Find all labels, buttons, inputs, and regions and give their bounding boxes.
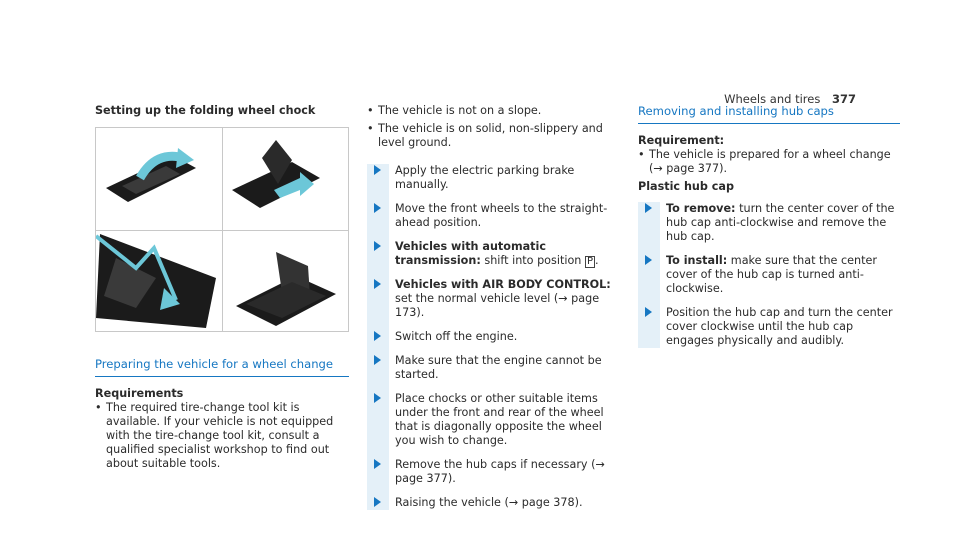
step-item — [367, 240, 623, 268]
step-arrow-icon — [374, 355, 381, 365]
prep-section — [95, 357, 349, 475]
step-text: Make sure that the engine cannot be started. — [395, 354, 602, 381]
section-heading-prep: Preparing the vehicle for a wheel change — [95, 357, 349, 377]
step-item — [367, 496, 623, 510]
condition-item: • The vehicle is on solid, non-slippery and level ground. — [367, 122, 623, 150]
step-item — [367, 458, 623, 486]
step-arrow-icon — [645, 255, 652, 265]
step-text: make sure that the center cover of the hub cap is turned anti-clockwise. — [666, 254, 877, 295]
step-text: set the normal vehicle level (→ page 173). — [395, 292, 600, 319]
wheel-chock-figure — [95, 127, 349, 332]
step-item — [638, 202, 900, 244]
conditions-list — [367, 104, 623, 150]
column-1 — [95, 104, 349, 118]
hubcap-requirements — [638, 148, 900, 176]
step-text: Switch off the engine. — [395, 330, 518, 343]
wheel-chock-illustration — [96, 128, 350, 333]
step-arrow-icon — [374, 165, 381, 175]
gear-p-symbol: P — [586, 256, 593, 267]
section-heading-hubcaps: Removing and installing hub caps — [638, 104, 900, 124]
header-section: Wheels and tires — [724, 92, 821, 106]
step-text: Position the hub cap and turn the center cover clockwise until the hub cap engages physically and audibly. — [666, 306, 893, 347]
requirement-item: • The vehicle is prepared for a wheel change (→ page 377). — [638, 148, 900, 176]
step-text: Remove the hub caps if necessary (→ page 377). — [395, 458, 605, 485]
step-item — [367, 278, 623, 320]
figure-title: Setting up the folding wheel chock — [95, 104, 316, 117]
step-text: Place chocks or other suitable items under the front and rear of the wheel that is diagonally opposite the wheel you wish to change. — [395, 392, 604, 447]
step-arrow-icon — [374, 203, 381, 213]
step-text: Raising the vehicle (→ page 378). — [395, 496, 583, 509]
step-bold: To install: — [666, 254, 728, 267]
step-arrow-icon — [645, 307, 652, 317]
step-text: shift into position — [484, 254, 582, 267]
step-item — [367, 330, 623, 344]
step-arrow-icon — [374, 497, 381, 507]
step-bold: Vehicles with AIR BODY CONTROL: — [395, 278, 611, 291]
plastic-hubcap-heading: Plastic hub cap — [638, 180, 734, 193]
step-item — [367, 164, 623, 192]
step-bold: Vehicles with automatic transmission: — [395, 240, 546, 267]
step-text-end: . — [594, 254, 599, 267]
step-arrow-icon — [374, 331, 381, 341]
step-item — [367, 392, 623, 448]
requirements-label: Requirements — [95, 387, 184, 400]
step-arrow-icon — [374, 459, 381, 469]
step-arrow-icon — [374, 241, 381, 251]
column-2 — [367, 104, 623, 520]
requirement-label: Requirement: — [638, 134, 725, 147]
step-text: turn the center cover of the hub cap anti-clockwise and remove the hub cap. — [666, 202, 895, 243]
step-item — [638, 306, 900, 348]
step-bold: To remove: — [666, 202, 736, 215]
requirement-item: • The required tire-change tool kit is available. If your vehicle is not equipped with the tire-change tool kit, consult a qualified specialist workshop to find out about suitable tools. — [95, 401, 349, 471]
step-text: Apply the electric parking brake manually. — [395, 164, 575, 191]
step-arrow-icon — [645, 203, 652, 213]
step-arrow-icon — [374, 279, 381, 289]
step-item — [367, 202, 623, 230]
step-arrow-icon — [374, 393, 381, 403]
condition-item: • The vehicle is not on a slope. — [367, 104, 623, 118]
requirements-list — [95, 401, 349, 471]
step-text: Move the front wheels to the straight-ahead position. — [395, 202, 608, 229]
step-item — [367, 354, 623, 382]
page-number: 377 — [831, 92, 856, 106]
step-item — [638, 254, 900, 296]
column-3 — [638, 104, 900, 358]
